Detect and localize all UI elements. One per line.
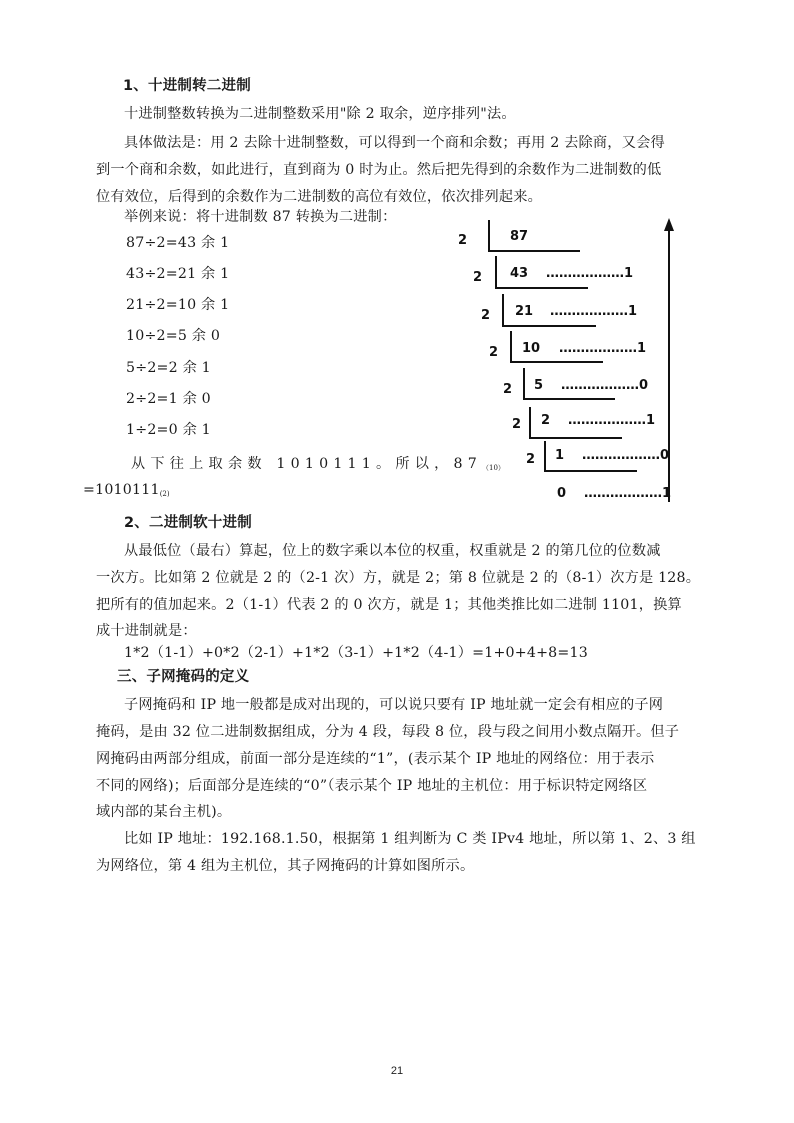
conclusion-line2 bbox=[83, 480, 170, 504]
divisor-label: 2 bbox=[512, 417, 522, 432]
section2-line2: 一次方。比如第 2 位就是 2 的（2-1 次）方，就是 2；第 8 位就是 2 的（8-1）次方是 128。 bbox=[96, 570, 701, 586]
section3-line2: 掩码，是由 32 位二进制数据组成，分为 4 段，每段 8 位，段与段之间用小数点隔开。但子 bbox=[96, 724, 680, 740]
section1-para2-line3: 位有效位，后得到的余数作为二进制数的高位有效位，依次排列起来。 bbox=[96, 189, 543, 205]
section2-line1: 从最低位（最右）算起，位上的数字乘以本位的权重，权重就是 2 的第几位的位数减 bbox=[124, 543, 661, 559]
section1-para1: 十进制整数转换为二进制整数采用"除 2 取余，逆序排列"法。 bbox=[124, 106, 516, 122]
quotient-label: 43 bbox=[510, 266, 529, 281]
conclusion-base10: （10） bbox=[482, 464, 505, 472]
quotient-label: 87 bbox=[510, 229, 529, 244]
divisor-label: 2 bbox=[526, 452, 536, 467]
quotient-label: 1 bbox=[555, 448, 565, 463]
section1-heading: 1、十进制转二进制 bbox=[123, 78, 251, 94]
division-step: 5÷2=2 余 1 bbox=[126, 360, 211, 376]
quotient-label: 10 bbox=[522, 341, 541, 356]
quotient-label: 21 bbox=[515, 304, 534, 319]
divisor-label: 2 bbox=[489, 345, 499, 360]
section3-heading: 三、子网掩码的定义 bbox=[117, 669, 250, 685]
remainder-label: ………………0 bbox=[582, 448, 670, 463]
remainder-label: ………………1 bbox=[568, 413, 656, 428]
remainder-label: ………………1 bbox=[584, 486, 672, 501]
conclusion-line1 bbox=[131, 454, 505, 478]
section3-line3: 网掩码由两部分组成，前面一部分是连续的“1”，(表示某个 IP 地址的网络位：用于表示 bbox=[96, 751, 655, 767]
section3-line6: 比如 IP 地址：192.168.1.50，根据第 1 组判断为 C 类 IPv4 地址，所以第 1、2、3 组 bbox=[124, 831, 696, 847]
division-step: 43÷2=21 余 1 bbox=[126, 266, 230, 282]
quotient-label: 0 bbox=[557, 486, 567, 501]
section1-para2-line2: 到一个商和余数，如此进行，直到商为 0 时为止。然后把先得到的余数作为二进制数的低 bbox=[96, 162, 662, 178]
remainder-label: ………………1 bbox=[546, 266, 634, 281]
division-step: 87÷2=43 余 1 bbox=[126, 235, 230, 251]
upward-arrow-head bbox=[664, 218, 674, 231]
section2-formula: 1*2（1-1）+0*2（2-1）+1*2（3-1）+1*2（4-1）=1+0+4+8=13 bbox=[124, 645, 588, 661]
section2-line3: 把所有的值加起来。2（1-1）代表 2 的 0 次方，就是 1；其他类推比如二进制 1101，换算 bbox=[96, 597, 682, 613]
division-step: 1÷2=0 余 1 bbox=[126, 422, 211, 438]
section3-line1: 子网掩码和 IP 地一般都是成对出现的，可以说只要有 IP 地址就一定会有相应的子网 bbox=[124, 697, 664, 713]
section2-line4: 成十进制就是： bbox=[96, 623, 197, 639]
section2-heading: 2、二进制软十进制 bbox=[124, 515, 252, 531]
section3-line5: 域内部的某台主机)。 bbox=[96, 804, 232, 820]
section1-para2-line1: 具体做法是：用 2 去除十进制整数，可以得到一个商和余数；再用 2 去除商，又会得 bbox=[124, 135, 665, 151]
section3-line7: 为网络位，第 4 组为主机位，其子网掩码的计算如图所示。 bbox=[96, 858, 475, 874]
divisor-label: 2 bbox=[503, 382, 513, 397]
division-step: 21÷2=10 余 1 bbox=[126, 297, 230, 313]
division-step: 10÷2=5 余 0 bbox=[126, 328, 221, 344]
divisor-label: 2 bbox=[458, 233, 468, 248]
conclusion-binary: =1010111 bbox=[83, 482, 160, 498]
divisor-label: 2 bbox=[481, 308, 491, 323]
remainder-label: ………………1 bbox=[550, 304, 638, 319]
section3-line4: 不同的网络)；后面部分是连续的“0”（表示某个 IP 地址的主机位：用于标识特定网络区 bbox=[96, 778, 648, 794]
remainder-label: ………………1 bbox=[559, 341, 647, 356]
example-intro: 举例来说：将十进制数 87 转换为二进制： bbox=[124, 209, 397, 225]
division-step: 2÷2=1 余 0 bbox=[126, 391, 211, 407]
page-number: 21 bbox=[390, 1065, 404, 1077]
conclusion-text: 从下往上取余数 1010111。所以，87 bbox=[131, 456, 483, 472]
remainder-label: ………………0 bbox=[561, 378, 649, 393]
quotient-label: 5 bbox=[534, 378, 544, 393]
conclusion-base2: (2) bbox=[159, 490, 170, 498]
quotient-label: 2 bbox=[541, 413, 551, 428]
divisor-label: 2 bbox=[473, 270, 483, 285]
